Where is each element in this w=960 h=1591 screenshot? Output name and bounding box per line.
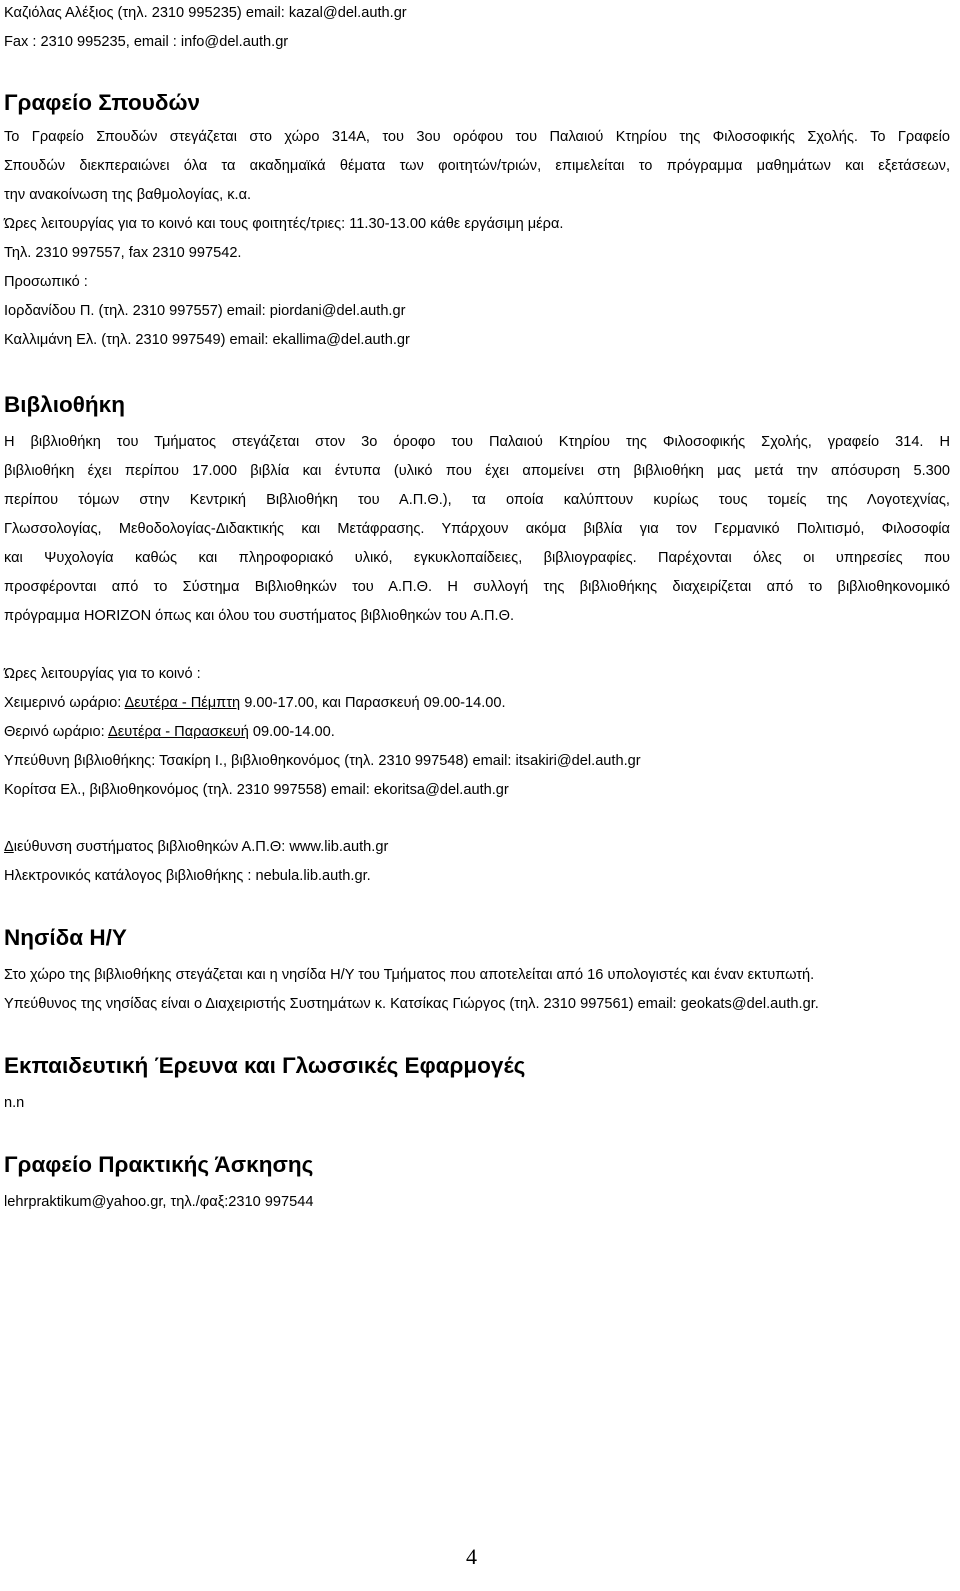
paragraph-line: Γλωσσολογίας, Μεθοδολογίας-Διδακτικής και Μετάφρασης. Υπάρχουν ακόμα βιβλία για τον Γερμανικό Πολιτισμό, Φιλοσοφία <box>4 521 950 537</box>
staff-iordanidou: Ιορδανίδου Π. (τηλ. 2310 997557) email: piordani@del.auth.gr <box>4 303 406 319</box>
research-text: n.n <box>4 1095 25 1111</box>
internship-heading: Γραφείο Πρακτικής Άσκησης <box>4 1152 314 1177</box>
research-heading: Εκπαιδευτική Έρευνα και Γλωσσικές Εφαρμογές <box>4 1053 526 1078</box>
staff-kallimani: Καλλιμάνη Ελ. (τηλ. 2310 997549) email: ekallima@del.auth.gr <box>4 332 410 348</box>
library-system-address <box>4 833 388 862</box>
paragraph-line: Η βιβλιοθήκη του Τμήματος στεγάζεται στον 3ο όροφο του Παλαιού Κτηρίου της Φιλοσοφικής Σχολής, γραφείο 314. Η <box>4 434 950 450</box>
winter-label: Χειμερινό ωράριο: <box>4 695 125 711</box>
paragraph-line: Σπουδών διεκπεραιώνει όλα τα ακαδημαϊκά θέματα των φοιτητών/τριών, επιμελείται το πρόγραμμα μαθημάτων και εξετάσεων, <box>4 158 950 174</box>
library-paragraph <box>4 428 950 631</box>
studies-office-heading: Γραφείο Σπουδών <box>4 90 201 115</box>
librarian-tsakiri: Υπεύθυνη βιβλιοθήκης: Τσακίρη Ι., βιβλιοθηκονόμος (τηλ. 2310 997548) email: itsakiri@del.auth.gr <box>4 753 641 769</box>
paragraph-line: βιβλιοθήκη έχει περίπου 17.000 βιβλία και έντυπα (υλικό που έχει απομείνει στη βιβλιοθήκη μας μετά την απόσυρση 5.300 <box>4 463 950 479</box>
paragraph-line: και Ψυχολογία καθώς και πληροφοριακό υλικό, εγκυκλοπαίδειες, βιβλιογραφίες. Παρέχονται όλες οι υπηρεσίες που <box>4 550 950 566</box>
paragraph-line: Το Γραφείο Σπουδών στεγάζεται στο χώρο 314Α, του 3ου ορόφου του Παλαιού Κτηρίου της Φιλοσοφικής Σχολής. Το Γραφείο <box>4 129 950 145</box>
internship-contact: lehrpraktikum@yahoo.gr, τηλ./φαξ:2310 997544 <box>4 1194 314 1210</box>
winter-days: Δευτέρα - Πέμπτη <box>124 695 241 711</box>
computer-lab-line: Υπεύθυνος της νησίδας είναι ο Διαχειριστής Συστημάτων κ. Κατσίκας Γιώργος (τηλ. 2310 997561) email: geokats@del.auth.gr. <box>4 996 819 1012</box>
summer-days: Δευτέρα - Παρασκευή <box>107 724 249 740</box>
contact-line-fax: Fax : 2310 995235, email : info@del.auth.gr <box>4 34 289 50</box>
summer-times: 09.00-14.00. <box>248 724 335 740</box>
library-heading: Βιβλιοθήκη <box>4 392 125 417</box>
paragraph-line: περίπου τόμων στην Κεντρική Βιβλιοθήκη του Α.Π.Θ.), τα οποία καλύπτουν κυρίως τους τομείς της Λογοτεχνίας, <box>4 492 950 508</box>
winter-times: 9.00-17.00, και Παρασκευή 09.00-14.00. <box>240 695 506 711</box>
computer-lab-heading: Νησίδα Η/Υ <box>4 925 127 950</box>
paragraph-line: πρόγραμμα HORIZON όπως και όλου του συστήματος βιβλιοθηκών του Α.Π.Θ. <box>4 608 515 624</box>
library-winter-hours <box>4 689 506 718</box>
library-summer-hours <box>4 718 335 747</box>
library-hours-label: Ώρες λειτουργίας για το κοινό : <box>4 666 201 682</box>
computer-lab-line: Στο χώρο της βιβλιοθήκης στεγάζεται και η νησίδα Η/Υ του Τμήματος που αποτελείται από 16 υπολογιστές και έναν εκτυπωτή. <box>4 967 815 983</box>
summer-label: Θερινό ωράριο: <box>4 724 108 740</box>
studies-office-paragraph <box>4 123 950 210</box>
library-catalog: Ηλεκτρονικός κατάλογος βιβλιοθήκης : nebula.lib.auth.gr. <box>4 868 371 884</box>
paragraph-line: την ανακοίνωση της βαθμολογίας, κ.α. <box>4 187 252 203</box>
system-first-letter: Δ <box>4 839 14 855</box>
paragraph-line: προσφέρονται από το Σύστημα Βιβλιοθηκών του Α.Π.Θ. Η συλλογή της βιβλιοθήκης διαχειρίζεται από το βιβλιοθηκονομικό <box>4 579 950 595</box>
studies-office-phone: Τηλ. 2310 997557, fax 2310 997542. <box>4 245 242 261</box>
studies-office-staff-label: Προσωπικό : <box>4 274 88 290</box>
system-address-text: ιεύθυνση συστήματος βιβλιοθηκών Α.Π.Θ: www.lib.auth.gr <box>13 839 389 855</box>
page-number: 4 <box>466 1544 477 1569</box>
studies-office-hours: Ώρες λειτουργίας για το κοινό και τους φοιτητές/τριες: 11.30-13.00 κάθε εργάσιμη μέρα. <box>4 216 564 232</box>
contact-line-kaziolas: Καζιόλας Αλέξιος (τηλ. 2310 995235) email: kazal@del.auth.gr <box>4 5 407 21</box>
librarian-koritsa: Κορίτσα Ελ., βιβλιοθηκονόμος (τηλ. 2310 997558) email: ekoritsa@del.auth.gr <box>4 782 509 798</box>
